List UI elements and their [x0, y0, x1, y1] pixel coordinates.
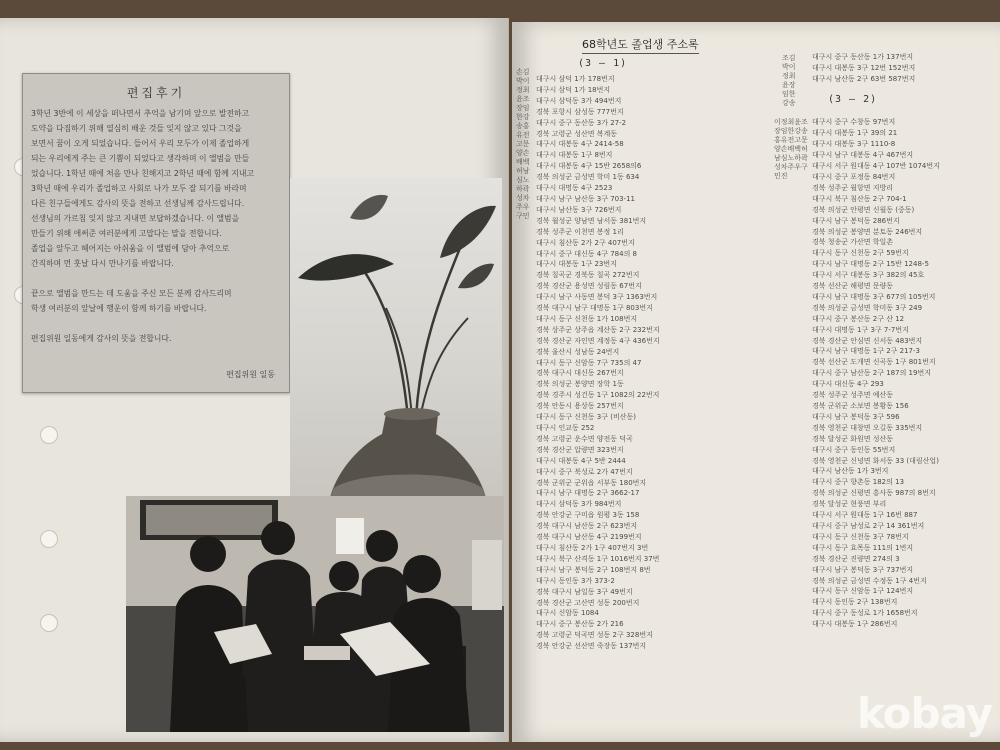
address-line: 대구시 대봉동 3구 1110-8: [812, 140, 896, 149]
address-line: 대구시 서구 대봉동 3구 382의 45호: [812, 271, 925, 280]
editor-note-line: 선생님의 가르침 잊지 않고 지내면 보답하겠습니다. 이 앨범을: [31, 214, 240, 223]
address-line: 대구시 남구 사동면 봉덕 3구 1363번지: [536, 293, 658, 302]
address-line: 대구시 남구 대명동 2구 3662-17: [536, 489, 640, 498]
address-line: 경북 대구시 남일동 3구 49번지: [536, 587, 633, 596]
address-line: 대구시 대봉동 4구 5반 2444: [536, 456, 626, 465]
address-line: 경북 경산군 자인면 계정동 4구 436번지: [536, 336, 660, 345]
address-line: 대구시 대봉동 3구 12번 152번지: [812, 63, 916, 72]
address-line: 경북 의성군 금성면 학미 1동 634: [536, 173, 640, 182]
address-line: 경북 월성군 양남면 남서동 381번지: [536, 216, 647, 225]
address-line: 경북 영천군 신녕면 화서동 33 (대림산업): [812, 456, 939, 465]
kobay-watermark: kobay: [856, 689, 992, 738]
address-line: 대구시 동구 신천동 2구 59번지: [812, 249, 909, 258]
address-line: 대구시 남구 대명동 3구 677의 105번지: [812, 292, 936, 301]
editor-note-line: [31, 316, 281, 331]
students-group-illustration: [126, 496, 504, 732]
address-line: 경북 경산군 고산면 성동 200번지: [536, 598, 640, 607]
address-line: 경북 선산군 도개면 신곡동 1구 801번지: [812, 358, 936, 367]
right-page: [512, 22, 1000, 742]
address-line: 대구시 남구 대봉동 4구 467번지: [812, 151, 914, 160]
editor-note-line: 졸업을 앞두고 헤어지는 아쉬움을 이 앨범에 담아 추억으로: [31, 244, 230, 253]
address-line: 경북 군위군 군위읍 서부동 180번지: [536, 478, 647, 487]
editor-note-line: 보면서 꿈이 오게 되었습니다. 들어서 우리 모두가 이제 졸업하게: [31, 139, 250, 148]
address-column-class-2: [812, 52, 988, 630]
address-line: 대구시 남구 남산동 3구 703-11: [536, 194, 636, 203]
address-line: 대구시 대봉동 1구 286번지: [812, 620, 898, 629]
binder-hole-5: [40, 614, 58, 632]
editor-note-line: 되는 우리에게 주는 큰 기쁨이 되었다고 생각하며 이 앨범을 만들: [31, 154, 250, 163]
address-line: 경북 성주군 성주면 예산동: [812, 391, 894, 400]
address-column-class-1: [536, 74, 774, 652]
address-line: 경북 영천군 대창면 오길동 335번지: [812, 423, 923, 432]
editor-note-line: 간직하며 먼 훗날 다시 만나기를 바랍니다.: [31, 259, 174, 268]
address-line: 대구시 중구 봉산동 2구 산 12: [812, 314, 905, 323]
address-line: 대구시 중구 수창동 97번지: [812, 118, 896, 127]
address-line: 경북 안강군 선산면 죽장동 137번지: [536, 642, 647, 651]
address-line: 대구시 남산동 3구 726번지: [536, 205, 622, 214]
address-line: 대구시 동구 신천동 3구 (비산동): [536, 413, 636, 422]
address-line: 대구시 남구 대명동 1구 2구 217-3: [812, 347, 920, 356]
address-line: 대구시 동인동 2구 138번지: [812, 598, 898, 607]
address-line: [812, 96, 988, 107]
editor-note-signature: 편집위원 일동: [226, 370, 275, 379]
address-line: 대구시 동구 효목동 111의 1번지: [812, 543, 914, 552]
address-line: 경북 경산군 압량면 323번지: [536, 445, 624, 454]
address-line: 대구시 남구 대명동 2구 15반 1248-5: [812, 260, 929, 269]
address-line: 경북 의성군 봉양면 장학 1동: [536, 380, 624, 389]
left-page: [0, 18, 509, 742]
address-line: 대구시 중구 남성로 2구 14 361번지: [812, 521, 925, 530]
address-line: 대구시 신암동 1084: [536, 609, 599, 618]
address-line: 경북 달성군 화원면 성산동: [812, 434, 894, 443]
address-line: 경북 고령군 성산면 복계동: [536, 129, 618, 138]
address-line: 경북 대구시 남산동 2구 623번지: [536, 522, 638, 531]
address-line: 대구시 침산동 2가 1구 407번지 3번: [536, 543, 649, 552]
address-line: 경북 의성군 금성면 학미동 3구 249: [812, 303, 923, 312]
address-line: [812, 85, 988, 96]
address-line: 경북 상주군 상주읍 계산동 2구 232번지: [536, 325, 660, 334]
address-line: 대구시 중구 봉산동 2가 216: [536, 620, 624, 629]
address-line: 대구시 남구 봉덕동 3구 596: [812, 412, 900, 421]
editor-note-line: 다른 친구들에게도 감사의 뜻을 전하고 선생님께 감사드립니다.: [31, 199, 245, 208]
address-line: 경북 대구시 남구 대명동 1구 803번지: [536, 304, 653, 313]
address-line: 대구시 서구 원대동 1구 16번 887: [812, 511, 918, 520]
address-line: 경북 성주군 월항면 지방리: [812, 183, 894, 192]
address-line: 대구시 삼덕 1가 18번지: [536, 85, 611, 94]
address-line: 대구시 중구 대신동 4구 784의 8: [536, 249, 638, 258]
address-line: 대구시 대봉동 4구 2414-58: [536, 140, 624, 149]
address-line: 대구시 대봉동 1구 8번지: [536, 151, 613, 160]
address-line: 대구시 삼덕 1가 178번지: [536, 75, 615, 83]
address-line: 경북 의성군 안평면 신월동 (중동): [812, 205, 915, 214]
address-line: 대구시 대신동 4구 293: [812, 380, 884, 389]
editor-note-line: 도약을 다짐하기 위해 열심히 배운 것들 잊지 않고 있다 그것을: [31, 124, 242, 133]
address-line: 대구시 중구 동인동 55번지: [812, 445, 896, 454]
address-line: 대구시 동구 신암동 1구 124번지: [812, 587, 914, 596]
student-names-column-1: 손김박이정최윤조장임한강송홍유전고문양손배백허남심노하곽성차주우구민: [516, 68, 530, 220]
address-line: 경북 경산군 진량면 274의 3: [812, 554, 900, 563]
editor-note-line: 편집위원 일동에게 감사의 뜻을 전합니다.: [31, 334, 172, 343]
address-line: 대구시 동구 신천동 3구 78번지: [812, 532, 909, 541]
class-3-1-label: (3 — 1): [578, 58, 628, 69]
address-line: 대구시 중구 향촌동 182의 13: [812, 478, 905, 487]
address-line: 경북 울산시 성남동 24번지: [536, 347, 620, 356]
address-line: 경북 군위군 소보면 봉황동 156: [812, 402, 909, 410]
editor-note-line: 3학년 3반에 이 세상을 떠나면서 추억을 남기며 앞으로 발전하고: [31, 109, 250, 118]
students-group-photo: [126, 496, 504, 732]
address-line: 경북 고령군 덕곡면 성동 2구 328번지: [536, 631, 653, 640]
editor-note-line: 었습니다. 1학년 때에 처음 만나 친해지고 2학년 때에 함께 지내고: [31, 169, 254, 178]
address-line: 경북 의성군 금성면 수정동 1구 4번지: [812, 576, 927, 585]
address-line: 경북 경주시 성건동 1구 1082의 22번지: [536, 391, 660, 400]
address-line: 경북 칠곡군 경북동 칠곡 272번지: [536, 271, 640, 280]
address-line: 경북 성주군 이천면 봉정 1리: [536, 227, 624, 236]
address-line: 대구시 대봉동 1구 39의 21: [812, 129, 898, 138]
binder-hole-4: [40, 530, 58, 548]
address-line: 대구시 대봉동 1구 23번지: [536, 260, 617, 269]
address-line: 대구시 중구 동산동 1가 137번지: [812, 53, 914, 61]
address-line: 대구시 삼덕동 3가 494번지: [536, 96, 622, 105]
class-3-2-label: (3 — 2): [828, 94, 878, 105]
address-line: 경북 대구시 대신동 267번지: [536, 369, 624, 378]
address-line: 대구시 중구 북성로 2가 47번지: [536, 467, 633, 476]
address-line: 대구시 남구 봉덕동 2구 108번지 8번: [536, 565, 651, 574]
address-line: 경북 의성군 봉양면 분토동 246번지: [812, 227, 923, 236]
editor-note-body: [31, 106, 281, 346]
address-line: 경북 고령군 운수면 양전동 덕곡: [536, 434, 633, 443]
address-line: 대구시 동인동 3가 373-2: [536, 576, 615, 585]
address-line: 경북 안동시 용상동 257번지: [536, 402, 624, 411]
editor-note-line: 학생 여러분의 앞날에 행운이 함께 하기를 바랍니다.: [31, 304, 207, 313]
address-line: 경북 경산군 용성면 성림동 67번지: [536, 282, 642, 291]
editor-note-line: 만들기 위해 애써준 여러분에게 고맙다는 말을 전합니다.: [31, 229, 222, 238]
editor-note-line: 3학년 때에 우리가 졸업하고 사회로 나가 모두 잘 되기를 바라며: [31, 184, 247, 193]
address-line: 대구시 중구 포정동 84번지: [812, 172, 896, 181]
address-line: 대구시 대봉동 4구 15반 2658의6: [536, 162, 642, 171]
address-line: 대구시 서구 원대동 4구 107반 1074번지: [812, 162, 940, 171]
address-line: 대구시 대명동 1구 3구 7-7번지: [812, 325, 909, 334]
student-names-column-2: 조김박이정최윤장임한강송: [782, 54, 796, 107]
address-line: 대구시 침산동 2가 2구 407번지: [536, 238, 635, 247]
binder-hole-3: [40, 426, 58, 444]
address-line: 대구시 삼덕동 3가 984번지: [536, 500, 622, 509]
editor-note-line: 끝으로 앨범을 만드는 데 도움을 주신 모든 분께 감사드리며: [31, 289, 232, 298]
address-line: 대구시 대명동 4구 2523: [536, 184, 613, 193]
address-line: 대구시 중구 동성로 1가 1658번지: [812, 609, 918, 618]
editor-note-line: [31, 271, 281, 286]
address-line: 대구시 인교동 252: [536, 424, 595, 432]
address-line: 대구시 북구 침산동 2구 704-1: [812, 194, 907, 203]
vase-plant-photo: [290, 178, 502, 498]
address-line: 대구시 중구 동산동 3가 27-2: [536, 118, 627, 127]
address-line: 경북 선산군 해평면 문량동: [812, 282, 894, 291]
address-line: 대구시 중구 남산동 2구 187의 19번지: [812, 369, 931, 378]
vase-plant-illustration: [290, 178, 502, 498]
address-line: 대구시 남산동 1가 3번지: [812, 467, 889, 476]
address-line: 경북 의성군 신평면 흥사동 987의 8번지: [812, 489, 936, 498]
editor-note-title: 편집후기: [126, 86, 186, 100]
address-line: 경북 포항시 삼성동 777번지: [536, 107, 624, 116]
address-line: 경북 경산군 안심면 신서동 483번지: [812, 336, 923, 345]
address-line: 대구시 남구 봉덕동 3구 737번지: [812, 565, 914, 574]
address-line: 경북 청송군 가산면 학일촌: [812, 238, 894, 247]
address-line: 경북 대구시 남산동 4구 2199번지: [536, 533, 642, 542]
address-line: 대구시 남산동 2구 63번 587번지: [812, 74, 916, 83]
student-names-column-3: 이정최윤조장임한강송홍유전고문양손배백허남심노하곽성차주우구민진: [774, 118, 808, 180]
address-line: 경북 달성군 현풍면 부리: [812, 500, 887, 509]
address-list-title: 68학년도 졸업생 주소록: [582, 36, 699, 54]
address-line: [812, 107, 988, 118]
editor-note: [22, 73, 290, 393]
address-line: 경북 안강군 구미읍 원평 3동 158: [536, 511, 640, 520]
address-line: 대구시 동구 신암동 7구 735의 47: [536, 358, 642, 367]
address-line: 대구시 남구 봉덕동 286번지: [812, 216, 900, 225]
address-line: 대구시 북구 산격동 1구 1016번지 37번: [536, 554, 660, 563]
address-line: 대구시 동구 신천동 1가 108번지: [536, 314, 638, 323]
